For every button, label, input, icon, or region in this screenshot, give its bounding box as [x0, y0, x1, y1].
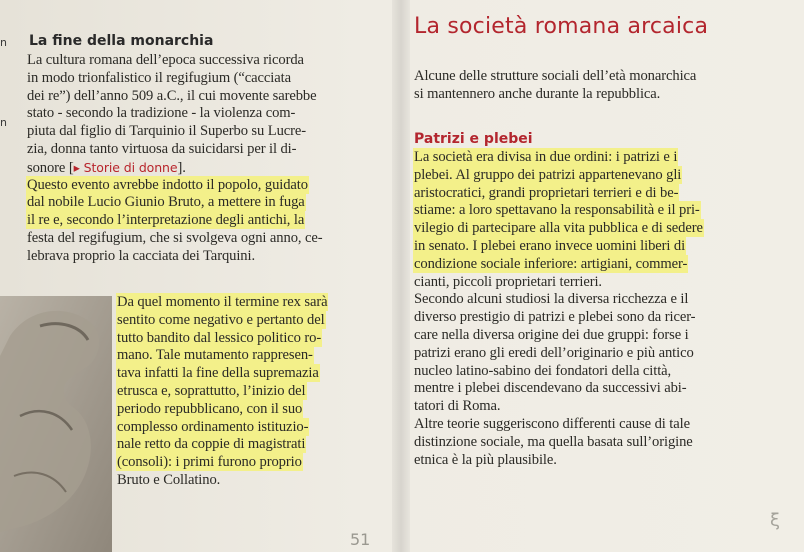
highlighted-text: plebei. Al gruppo dei patrizi appartenevano gli	[414, 166, 682, 183]
text-line	[117, 436, 389, 454]
text-line: mentre i plebei discendevano da successivi abi-	[414, 380, 687, 397]
text-line: patrizi erano gli eredi dell’originario e più antico	[414, 344, 694, 361]
highlighted-text: etrusca e, soprattutto, l’inizio del	[117, 382, 306, 399]
text-line	[414, 167, 784, 185]
highlighted-text: stiame: a loro spettavano la responsabilità e il pri-	[414, 202, 700, 219]
text-line: stato - secondo la tradizione - la violenza com-	[27, 105, 296, 122]
right-column-text	[414, 149, 784, 469]
highlighted-text: tava infatti la fine della supremazia	[117, 365, 319, 382]
text-line	[414, 256, 784, 274]
text-line	[27, 194, 389, 212]
highlighted-text: il re e, secondo l’interpretazione degli antichi, la	[27, 212, 305, 229]
text-line: Alcune delle strutture sociali dell’età monarchica	[414, 68, 697, 84]
text-line	[414, 220, 784, 238]
text-line: festa del regifugium, che si svolgeva ogni anno, ce-	[27, 229, 323, 246]
left-column-text-wrap	[117, 294, 389, 490]
text-line: Secondo alcuni studiosi la diversa ricchezza e il	[414, 291, 689, 308]
text-line	[117, 294, 389, 312]
highlighted-text: condizione sociale inferiore: artigiani, commer-	[414, 255, 688, 272]
text-line: La cultura romana dell’epoca successiva ricorda	[27, 52, 304, 68]
text-line: lebrava proprio la cacciata dei Tarquini.	[27, 247, 255, 264]
text-line	[117, 401, 389, 419]
subheading-patrizi-plebei: Patrizi e plebei	[414, 131, 533, 147]
text-fragment: ].	[177, 159, 186, 176]
left-column-text	[27, 52, 389, 266]
text-line: Altre teorie suggeriscono differenti cause di tale	[414, 415, 690, 432]
text-line	[414, 202, 784, 220]
text-line	[27, 212, 389, 230]
stone-relief-image	[0, 296, 112, 552]
margin-letter: n	[0, 116, 7, 129]
highlighted-text: aristocratici, grandi proprietari terrieri e di be-	[414, 184, 679, 201]
highlighted-text: nale retto da coppie di magistrati	[117, 436, 306, 453]
section-title-societa-romana: La società romana arcaica	[414, 14, 709, 39]
text-line: diverso prestigio di patrizi e plebei sono da ricer-	[414, 309, 696, 326]
text-line	[117, 454, 389, 472]
text-line: dei re”) dell’anno 509 a.C., il cui movente sarebbe	[27, 87, 317, 104]
highlighted-text: La società era divisa in due ordini: i patrizi e i	[414, 149, 678, 165]
highlighted-text: complesso ordinamento istituzio-	[117, 418, 309, 435]
text-line	[414, 238, 784, 256]
storie-di-donne-link[interactable]: ▸ Storie di donne	[73, 159, 178, 175]
text-line	[27, 177, 389, 195]
highlighted-text: vilegio di partecipare alla vita pubblica e di sedere	[414, 220, 703, 237]
highlighted-text: in senato. I plebei erano invece uomini liberi di	[414, 237, 686, 254]
text-line	[117, 365, 389, 383]
highlighted-text: Questo evento avrebbe indotto il popolo, guidato	[27, 176, 308, 193]
text-line	[117, 383, 389, 401]
pencil-mark: 51	[350, 530, 371, 549]
text-line: distinzione sociale, ma quella basata sull’origine	[414, 433, 693, 450]
text-line: cianti, piccoli proprietari terrieri.	[414, 273, 602, 290]
highlighted-text: dal nobile Lucio Giunio Bruto, a mettere in fuga	[27, 194, 305, 211]
text-line	[117, 419, 389, 437]
text-line: piuta dal figlio di Tarquinio il Superbo su Lucre-	[27, 123, 307, 140]
corner-mark: ξ	[770, 510, 781, 531]
text-line: nucleo latino-sabino dei fondatori della città,	[414, 362, 672, 379]
highlighted-text: tutto bandito dal lessico politico ro-	[117, 329, 322, 346]
highlighted-text: periodo repubblicano, con il suo	[117, 400, 303, 417]
text-line: Bruto e Collatino.	[117, 471, 221, 488]
highlighted-text: (consoli): i primi furono proprio	[117, 454, 302, 471]
text-line	[27, 159, 389, 177]
text-line: si mantennero anche durante la repubblica.	[414, 85, 661, 102]
text-line	[117, 330, 389, 348]
highlighted-text: sentito come negativo e pertanto del	[117, 311, 325, 328]
text-fragment: sonore [	[27, 159, 74, 176]
page-gutter	[392, 0, 410, 552]
text-line: care nella diversa origine dei due gruppi: forse i	[414, 326, 689, 343]
text-line: in modo trionfalistico il regifugium (“cacciata	[27, 69, 291, 86]
text-line: zia, donna tanto virtuosa da suicidarsi per il di-	[27, 140, 297, 157]
text-line: etnica è la più plausibile.	[414, 451, 557, 468]
text-line	[414, 149, 784, 167]
section-title-fine-monarchia: La fine della monarchia	[29, 33, 214, 49]
text-line	[414, 185, 784, 203]
text-line	[117, 347, 389, 365]
text-line: tatori di Roma.	[414, 398, 501, 415]
intro-text	[414, 68, 784, 104]
highlighted-text: Da quel momento il termine rex sarà	[117, 294, 328, 310]
text-line	[117, 312, 389, 330]
highlighted-text: mano. Tale mutamento rappresen-	[117, 347, 313, 364]
margin-letter: n	[0, 36, 7, 49]
